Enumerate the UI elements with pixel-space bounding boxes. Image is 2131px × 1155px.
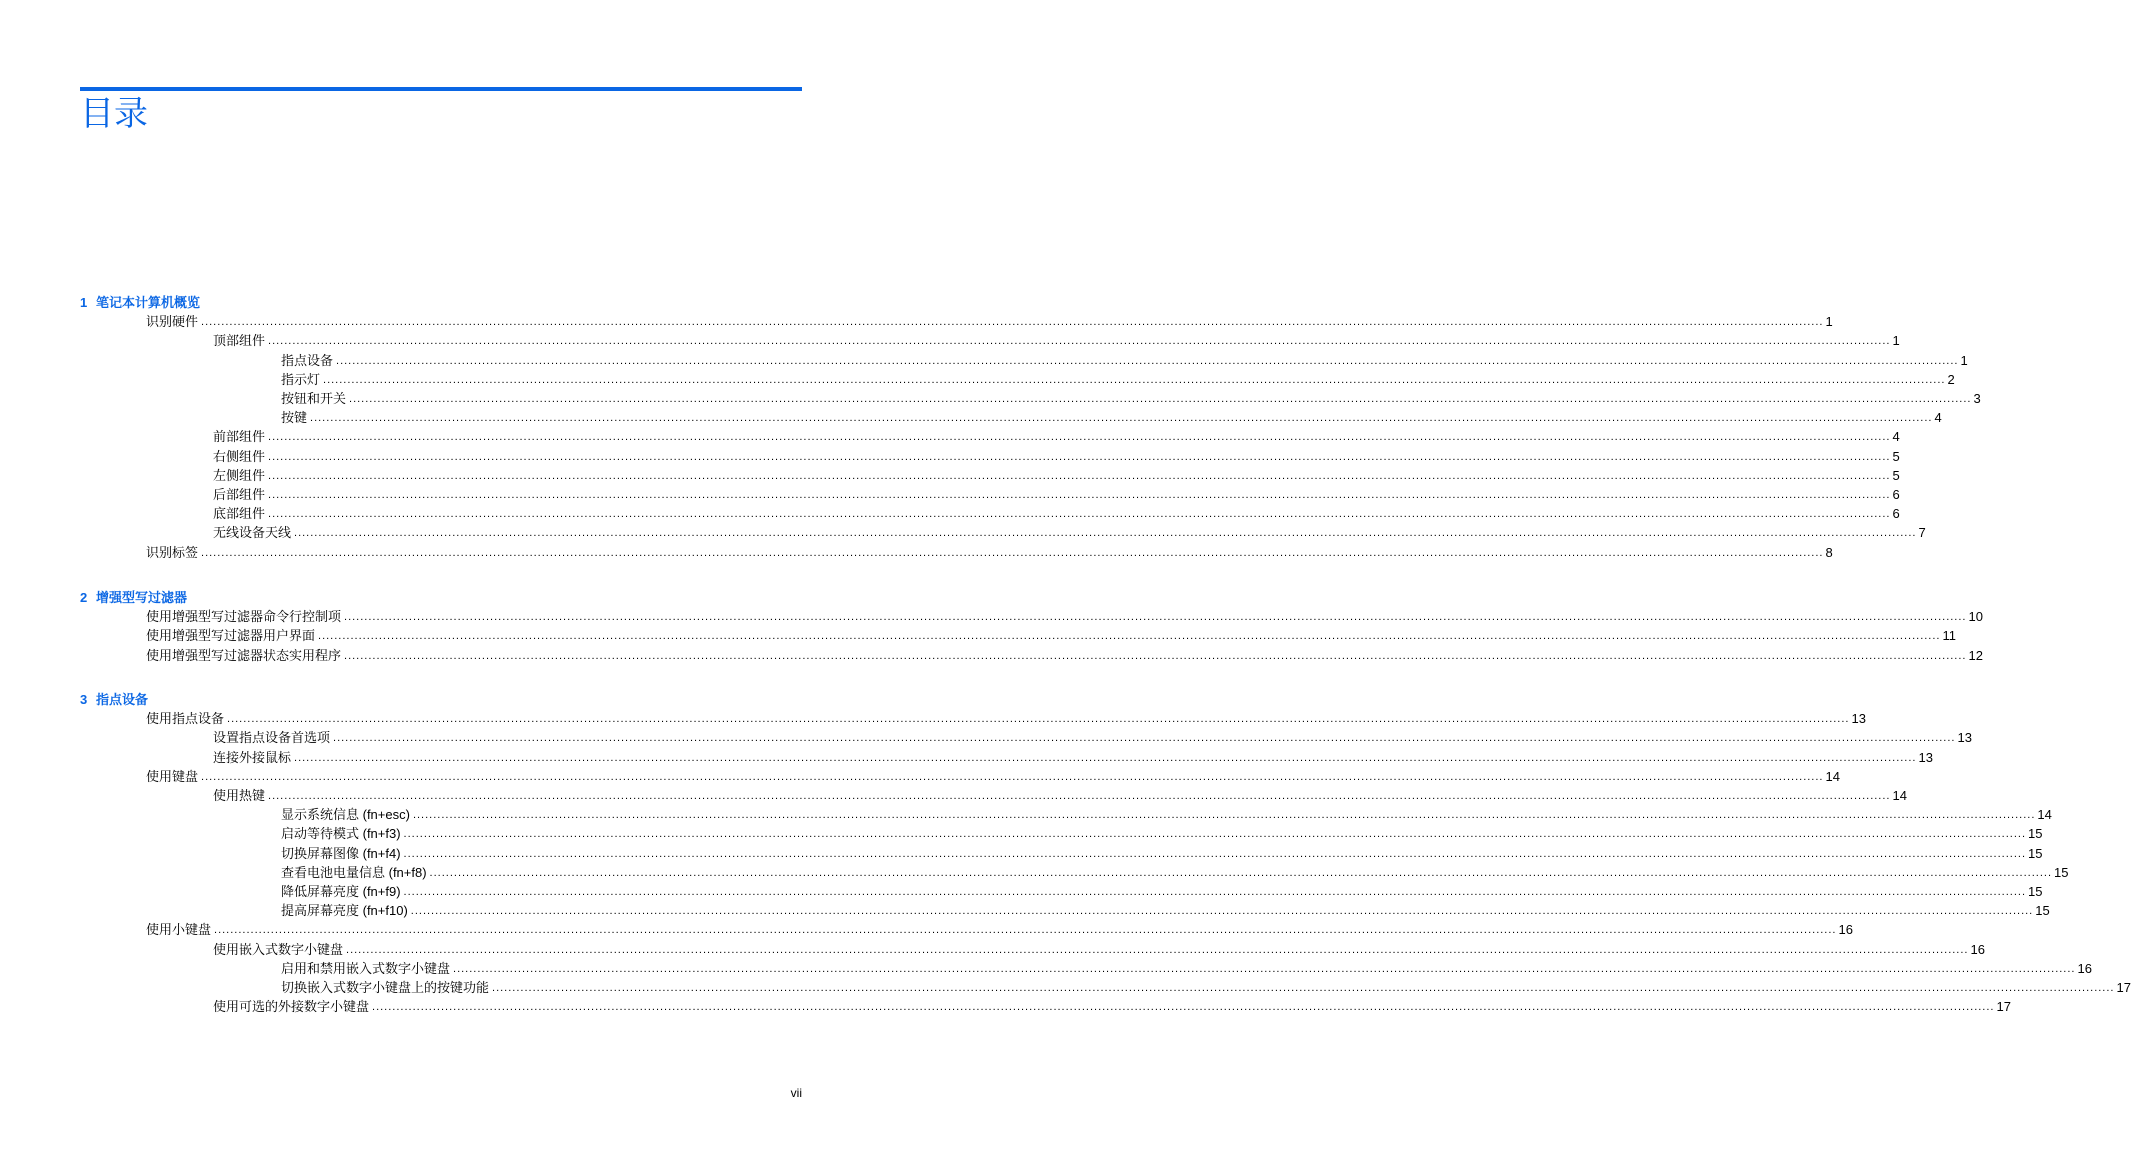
toc-entry-label: 后部组件 [213,487,266,502]
toc-entry-label: 使用小键盘 [146,922,212,938]
toc-entry-page: 4 [1892,429,1900,445]
toc-entry-label: 使用可选的外接数字小键盘 [213,999,370,1015]
toc-entry[interactable] [146,768,1840,785]
toc-entry-label: 右侧组件 [213,448,266,464]
toc-entry-label: 查看电池电量信息 (fn+f8) [281,864,427,880]
toc-entry-label: 显示系统信息 (fn+esc) [281,807,410,823]
dot-leader: ................................................................................................................................................................................................................................................................................................................................................................................................................ [412,809,2036,822]
toc-entry[interactable] [213,999,2011,1015]
toc-entry[interactable] [281,980,2131,996]
toc-entry-label: 启用和禁用嵌入式数字小键盘 [281,960,451,976]
toc-entry-page: 14 [2037,807,2052,823]
toc-entry-page: 16 [1970,941,1985,957]
toc-entry[interactable] [281,826,2043,842]
toc-entry[interactable] [281,864,2069,881]
toc-entry[interactable] [146,544,1833,561]
dot-leader: ................................................................................................................................................................................................................................................................................................................................................................................................................ [429,866,2053,879]
toc-entry-label: 使用指点设备 [146,711,225,727]
toc-entry-page: 17 [1996,999,2011,1015]
toc-entry[interactable] [213,749,1933,766]
toc-entry[interactable] [213,487,1900,503]
toc-entry-page: 15 [2035,903,2050,919]
toc-entry-label: 使用增强型写过滤器用户界面 [146,628,316,644]
toc-entry-label: 降低屏幕亮度 (fn+f9) [281,884,401,899]
toc-entry[interactable] [281,903,2050,919]
toc-entry-label: 顶部组件 [213,333,266,349]
dot-leader: ................................................................................................................................................................................................................................................................................................................................................................................................................ [318,630,1941,643]
toc-entry-page: 5 [1892,448,1900,464]
toc-entry-page: 14 [1825,768,1840,784]
dot-leader: ................................................................................................................................................................................................................................................................................................................................................................................................................ [268,469,1891,482]
toc-entry-label: 前部组件 [213,429,266,445]
toc-entry-label: 按键 [281,410,308,426]
dot-leader: ................................................................................................................................................................................................................................................................................................................................................................................................................ [268,790,1891,802]
chapter-number: 1 [80,295,88,310]
toc-entry-label: 提高屏幕亮度 (fn+f10) [281,903,408,919]
toc-entry[interactable] [213,506,1900,522]
dot-leader: ................................................................................................................................................................................................................................................................................................................................................................................................................ [323,373,1946,386]
toc-entry[interactable] [146,609,1983,625]
dot-leader: ................................................................................................................................................................................................................................................................................................................................................................................................................ [344,649,1967,662]
toc-entry[interactable] [281,960,2092,977]
dot-leader: ................................................................................................................................................................................................................................................................................................................................................................................................................ [214,924,1837,937]
toc-entry-label: 设置指点设备首选项 [213,730,331,746]
dot-leader: ................................................................................................................................................................................................................................................................................................................................................................................................................ [410,905,2034,918]
chapter-title: 指点设备 [96,692,149,707]
toc-entry-label: 使用热键 [213,788,266,803]
dot-leader: ................................................................................................................................................................................................................................................................................................................................................................................................................ [201,770,1824,783]
dot-leader: ................................................................................................................................................................................................................................................................................................................................................................................................................ [201,316,1824,329]
toc-entry-page: 1 [1825,314,1833,330]
toc-entry[interactable] [146,711,1866,727]
dot-leader: ................................................................................................................................................................................................................................................................................................................................................................................................................ [344,611,1967,624]
toc-entry-label: 左侧组件 [213,467,266,483]
dot-leader: ................................................................................................................................................................................................................................................................................................................................................................................................................ [403,886,2027,898]
toc-entry-page: 5 [1892,467,1900,483]
toc-entry[interactable] [146,647,1983,664]
dot-leader: ................................................................................................................................................................................................................................................................................................................................................................................................................ [268,335,1891,348]
toc-entry[interactable] [281,884,2043,900]
toc-entry-label: 按钮和开关 [281,391,347,406]
dot-leader: ................................................................................................................................................................................................................................................................................................................................................................................................................ [201,546,1824,559]
chapter-heading[interactable] [80,590,187,606]
toc-entry-label: 指示灯 [281,371,321,387]
chapter-number: 3 [80,692,88,707]
toc-entry[interactable] [213,730,1972,746]
toc-entry[interactable] [213,525,1926,541]
chapter-heading[interactable] [80,295,200,311]
title-rule [80,87,802,91]
dot-leader: ................................................................................................................................................................................................................................................................................................................................................................................................................ [268,431,1891,444]
dot-leader: ................................................................................................................................................................................................................................................................................................................................................................................................................ [294,751,1917,764]
dot-leader: ................................................................................................................................................................................................................................................................................................................................................................................................................ [346,943,1969,956]
toc-entry-label: 连接外接鼠标 [213,749,292,765]
dot-leader: ................................................................................................................................................................................................................................................................................................................................................................................................................ [333,732,1956,745]
dot-leader: ................................................................................................................................................................................................................................................................................................................................................................................................................ [294,527,1917,540]
toc-entry-page: 15 [2028,845,2043,861]
toc-entry-page: 8 [1825,544,1833,560]
chapter-title: 增强型写过滤器 [96,590,188,605]
toc-entry-page: 13 [1918,749,1933,765]
toc-entry-label: 使用嵌入式数字小键盘 [213,941,344,957]
toc-entry-page: 4 [1934,410,1942,426]
toc-entry-page: 15 [2028,884,2043,899]
dot-leader: ................................................................................................................................................................................................................................................................................................................................................................................................................ [268,489,1891,501]
toc-entry-page: 1 [1960,352,1968,368]
toc-entry-page: 12 [1968,647,1983,663]
toc-entry-page: 14 [1892,788,1907,803]
toc-entry-page: 3 [1973,391,1981,406]
toc-entry-page: 13 [1851,711,1866,727]
dot-leader: ................................................................................................................................................................................................................................................................................................................................................................................................................ [492,982,2115,994]
toc-entry[interactable] [281,391,1981,407]
dot-leader: ................................................................................................................................................................................................................................................................................................................................................................................................................ [372,1001,1995,1014]
toc-entry-page: 10 [1968,609,1983,625]
toc-entry-page: 15 [2054,864,2069,880]
dot-leader: ................................................................................................................................................................................................................................................................................................................................................................................................................ [403,847,2027,860]
toc-entry-page: 16 [1838,922,1853,938]
toc-entry[interactable] [146,922,1853,938]
footer-page-number: vii [790,1086,802,1100]
toc-entry-label: 无线设备天线 [213,525,292,541]
toc-entry[interactable] [281,352,1968,369]
toc-entry-page: 6 [1892,506,1900,522]
toc-entry-label: 识别标签 [146,544,199,560]
dot-leader: ................................................................................................................................................................................................................................................................................................................................................................................................................ [453,962,2076,975]
toc-entry[interactable] [213,467,1900,484]
toc-entry-page: 6 [1892,487,1900,502]
toc-entry-label: 识别硬件 [146,314,199,330]
toc-entry[interactable] [213,333,1900,349]
dot-leader: ................................................................................................................................................................................................................................................................................................................................................................................................................ [310,412,1933,425]
toc-entry-label: 使用增强型写过滤器状态实用程序 [146,647,342,663]
toc-entry-label: 指点设备 [281,352,334,368]
toc-entry-page: 15 [2028,826,2043,842]
toc-entry-page: 7 [1918,525,1926,541]
dot-leader: ................................................................................................................................................................................................................................................................................................................................................................................................................ [268,508,1891,521]
toc-entry[interactable] [281,371,1955,388]
dot-leader: ................................................................................................................................................................................................................................................................................................................................................................................................................ [349,393,1972,405]
toc-entry[interactable] [213,429,1900,445]
toc-entry[interactable] [281,410,1942,426]
dot-leader: ................................................................................................................................................................................................................................................................................................................................................................................................................ [227,713,1850,726]
toc-entry[interactable] [146,628,1956,644]
toc-entry-label: 使用键盘 [146,768,199,784]
toc-entry[interactable] [213,941,1985,958]
toc-entry-page: 16 [2077,960,2092,976]
chapter-heading[interactable] [80,692,148,708]
toc-entry-page: 1 [1892,333,1900,349]
toc-entry[interactable] [213,448,1900,465]
dot-leader: ................................................................................................................................................................................................................................................................................................................................................................................................................ [403,828,2027,841]
toc-entry[interactable] [281,845,2043,862]
toc-entry-page: 11 [1942,628,1956,644]
toc-entry[interactable] [213,788,1907,804]
toc-entry-label: 切换嵌入式数字小键盘上的按键功能 [281,980,490,995]
toc-entry[interactable] [281,807,2052,823]
chapter-number: 2 [80,590,88,605]
toc-entry-label: 启动等待模式 (fn+f3) [281,826,401,842]
toc-entry-page: 17 [2116,980,2131,995]
dot-leader: ................................................................................................................................................................................................................................................................................................................................................................................................................ [336,354,1959,367]
toc-entry-page: 13 [1957,730,1972,746]
page-title: 目录 [80,95,148,133]
chapter-title: 笔记本计算机概览 [96,295,201,310]
dot-leader: ................................................................................................................................................................................................................................................................................................................................................................................................................ [268,450,1891,463]
toc-entry[interactable] [146,314,1833,330]
toc-entry-page: 2 [1947,371,1955,387]
toc-entry-label: 切换屏幕图像 (fn+f4) [281,845,401,861]
toc-entry-label: 底部组件 [213,506,266,522]
toc-entry-label: 使用增强型写过滤器命令行控制项 [146,609,342,625]
